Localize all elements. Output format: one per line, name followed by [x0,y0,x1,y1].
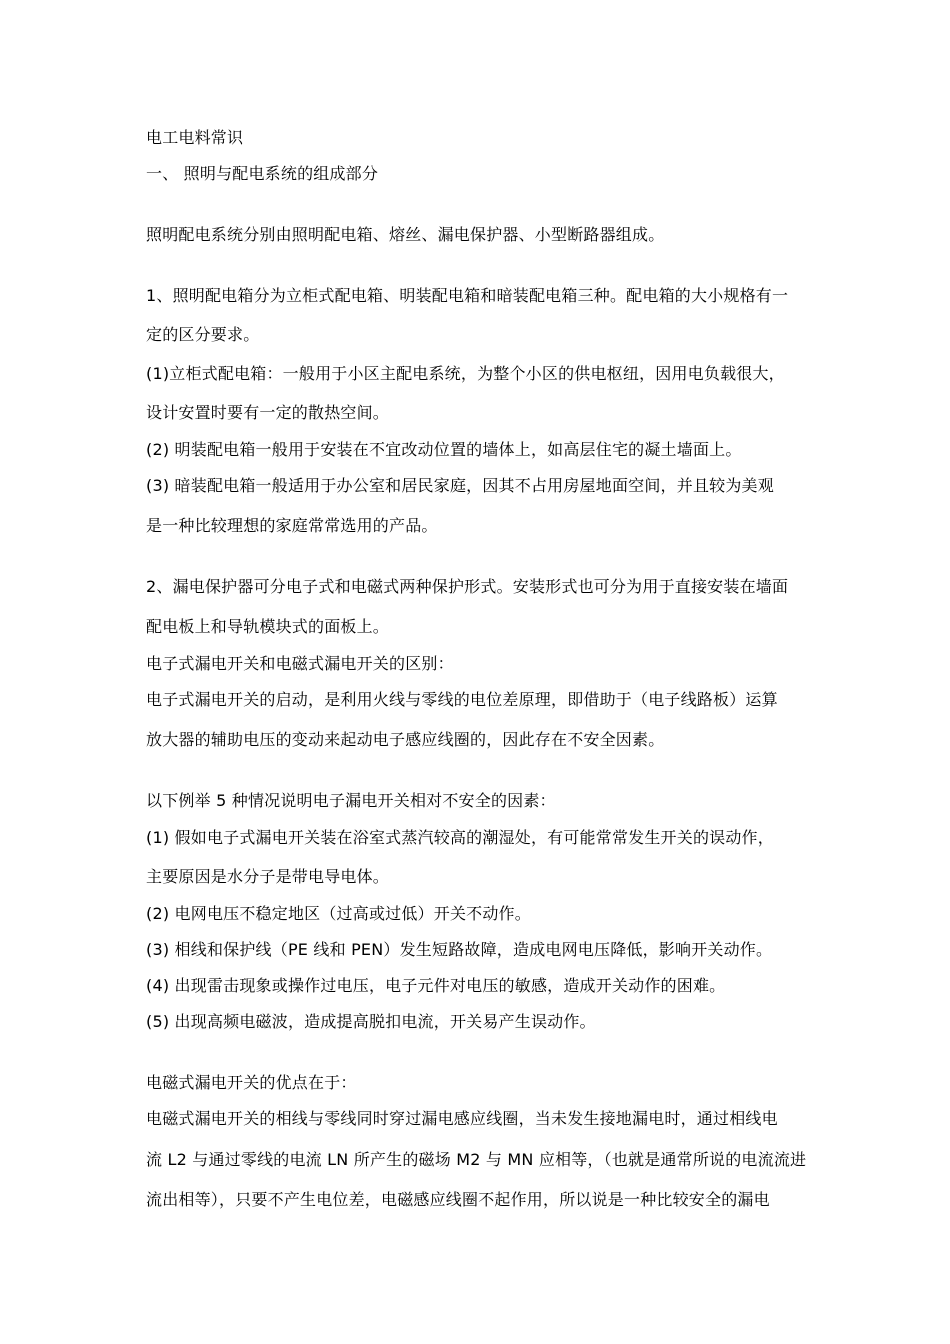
list-item-line: 设计安置时要有一定的散热空间。 [146,403,390,422]
list-item-line: (2) 明装配电箱一般用于安装在不宜改动位置的墙体上，如高层住宅的凝土墙面上。 [146,440,742,459]
paragraph-line: 定的区分要求。 [146,325,260,344]
list-item-line: (3) 暗装配电箱一般适用于办公室和居民家庭，因其不占用房屋地面空间，并且较为美观 [146,476,774,495]
intro-paragraph: 照明配电系统分别由照明配电箱、熔丝、漏电保护器、小型断路器组成。 [146,225,665,244]
paragraph-line: 流 L2 与通过零线的电流 LN 所产生的磁场 M2 与 MN 应相等，（也就是通常所说的电流流进 [146,1150,807,1169]
paragraph-line: 流出相等），只要不产生电位差，电磁感应线圈不起作用，所以说是一种比较安全的漏电 [146,1190,770,1209]
list-item-line: 主要原因是水分子是带电导电体。 [146,867,390,886]
list-item-line: (1)立柜式配电箱：一般用于小区主配电系统，为整个小区的供电枢纽，因用电负载很大， [146,364,785,383]
paragraph-line: 放大器的辅助电压的变动来起动电子感应线圈的，因此存在不安全因素。 [146,730,665,749]
list-item-line: (3) 相线和保护线（PE 线和 PEN）发生短路故障，造成电网电压降低，影响开关动作。 [146,940,773,959]
list-item-line: (2) 电网电压不稳定地区（过高或过低）开关不动作。 [146,904,531,923]
paragraph-line: 电磁式漏电开关的相线与零线同时穿过漏电感应线圈，当未发生接地漏电时，通过相线电 [146,1109,778,1128]
list-item-line: (5) 出现高频电磁波，造成提高脱扣电流，开关易产生误动作。 [146,1012,596,1031]
subheading-line: 电子式漏电开关和电磁式漏电开关的区别： [146,654,454,673]
subheading-line: 电磁式漏电开关的优点在于： [146,1073,357,1092]
paragraph-line: 以下例举 5 种情况说明电子漏电开关相对不安全的因素： [146,791,556,810]
paragraph-line: 电子式漏电开关的启动，是利用火线与零线的电位差原理，即借助于（电子线路板）运算 [146,690,778,709]
paragraph-line: 1、照明配电箱分为立柜式配电箱、明装配电箱和暗装配电箱三种。配电箱的大小规格有一 [146,286,789,305]
section-heading: 一、 照明与配电系统的组成部分 [146,164,379,183]
paragraph-line: 2、漏电保护器可分电子式和电磁式两种保护形式。安装形式也可分为用于直接安装在墙面 [146,577,789,596]
paragraph-line: 配电板上和导轨模块式的面板上。 [146,617,390,636]
list-item-line: 是一种比较理想的家庭常常选用的产品。 [146,516,438,535]
list-item-line: (1) 假如电子式漏电开关装在浴室式蒸汽较高的潮湿处，有可能常常发生开关的误动作， [146,828,774,847]
list-item-line: (4) 出现雷击现象或操作过电压，电子元件对电压的敏感，造成开关动作的困难。 [146,976,726,995]
document-title: 电工电料常识 [146,128,244,147]
